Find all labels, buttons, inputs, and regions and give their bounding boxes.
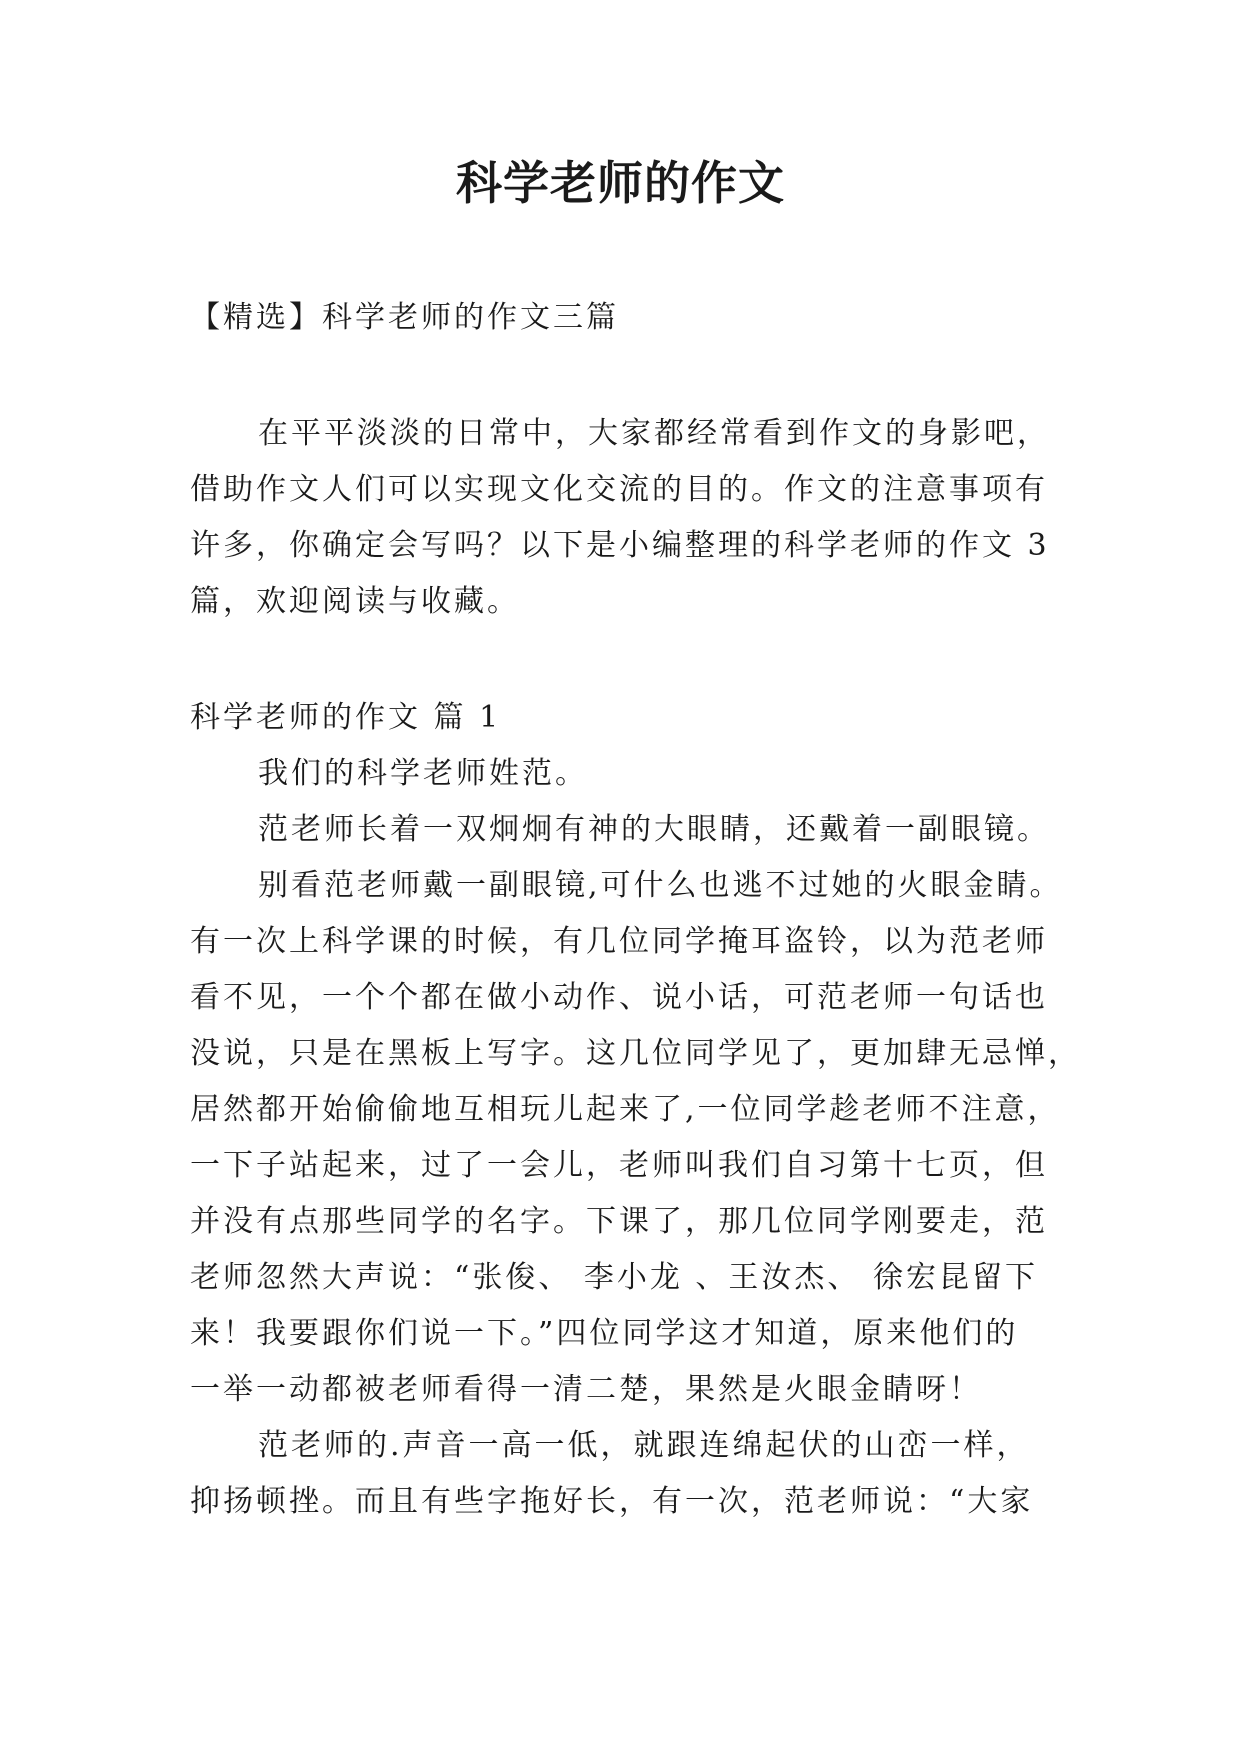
document-title: 科学老师的作文: [456, 156, 785, 210]
intro-line: 借助作文人们可以实现文化交流的目的。作文的注意事项有: [190, 472, 1048, 507]
body-line: 一下子站起来，过了一会儿，老师叫我们自习第十七页，但: [190, 1148, 1048, 1183]
body-line: 没说，只是在黑板上写字。这几位同学见了，更加肆无忌惮，: [190, 1036, 1081, 1071]
section-heading: 科学老师的作文 篇 1: [190, 700, 502, 735]
body-line: 并没有点那些同学的名字。下课了，那几位同学刚要走，范: [190, 1204, 1048, 1239]
intro-line: 许多，你确定会写吗？以下是小编整理的科学老师的作文 3: [190, 528, 1050, 563]
document-subtitle: 【精选】科学老师的作文三篇: [190, 300, 619, 335]
body-line: 别看范老师戴一副眼镜,可什么也逃不过她的火眼金睛。: [258, 868, 1063, 903]
body-line: 来！我要跟你们说一下。”四位同学这才知道，原来他们的: [190, 1316, 1019, 1351]
body-line: 范老师的.声音一高一低，就跟连绵起伏的山峦一样，: [258, 1428, 1030, 1463]
body-line: 老师忽然大声说：“张俊、 李小龙 、王汝杰、 徐宏昆留下: [190, 1260, 1038, 1295]
body-line: 一举一动都被老师看得一清二楚，果然是火眼金睛呀！: [190, 1372, 982, 1407]
body-line: 居然都开始偷偷地互相玩儿起来了,一位同学趁老师不注意，: [190, 1092, 1061, 1127]
body-line: 看不见，一个个都在做小动作、说小话，可范老师一句话也: [190, 980, 1048, 1015]
body-line: 抑扬顿挫。而且有些字拖好长，有一次，范老师说：“大家: [190, 1484, 1034, 1519]
body-line: 范老师长着一双炯炯有神的大眼睛，还戴着一副眼镜。: [258, 812, 1050, 847]
intro-line: 篇，欢迎阅读与收藏。: [190, 584, 520, 619]
body-line: 有一次上科学课的时候，有几位同学掩耳盗铃，以为范老师: [190, 924, 1048, 959]
body-line: 我们的科学老师姓范。: [258, 756, 588, 791]
intro-line: 在平平淡淡的日常中，大家都经常看到作文的身影吧，: [258, 416, 1050, 451]
